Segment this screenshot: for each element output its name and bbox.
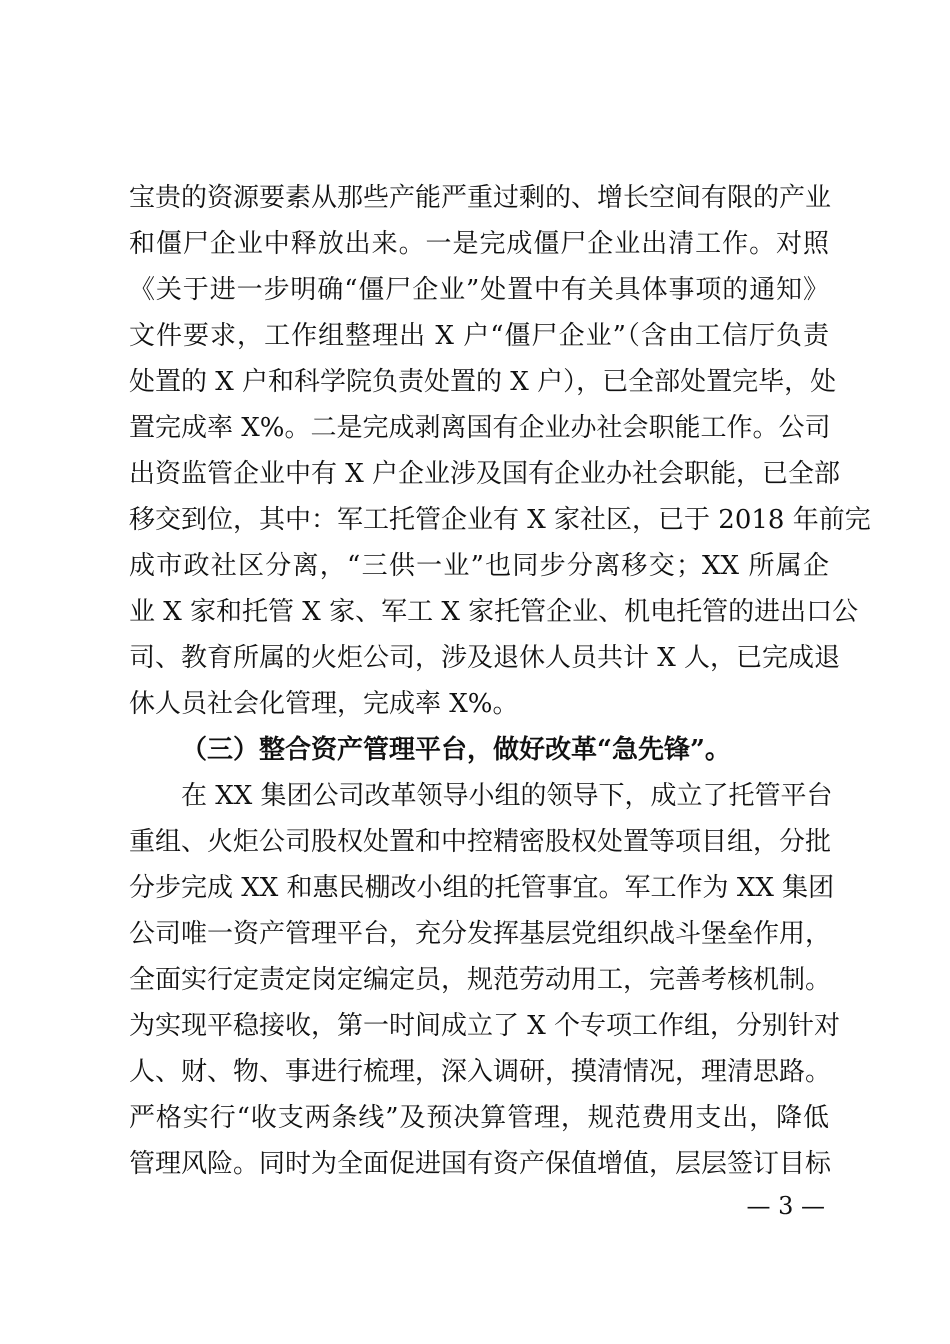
body-text-line-15: 分步完成 XX 和惠民棚改小组的托管事宜。军工作为 XX 集团 [129,873,835,903]
body-text-line-1: 宝贵的资源要素从那些产能严重过剩的、增长空间有限的产业 [129,183,832,213]
body-text-line-6: 置完成率 X%。二是完成剥离国有企业办社会职能工作。公司 [129,413,831,443]
body-text-line-20: 严格实行“收支两条线”及预决算管理，规范费用支出，降低 [129,1103,829,1133]
body-text-line-4: 文件要求，工作组整理出 X 户“僵尸企业”（含由工信厅负责 [129,321,829,351]
body-text-line-19: 人、财、物、事进行梳理，深入调研，摸清情况，理清思路。 [129,1057,832,1087]
body-text-line-3: 《关于进一步明确“僵尸企业”处置中有关具体事项的通知》 [129,275,829,305]
body-text-line-10: 业 X 家和托管 X 家、军工 X 家托管企业、机电托管的进出口公 [129,597,859,627]
body-text-line-5: 处置的 X 户和科学院负责处置的 X 户），已全部处置完毕，处 [129,367,837,397]
body-text-line-8: 移交到位，其中：军工托管企业有 X 家社区，已于 2018 年前完 [129,505,871,535]
body-text-line-2: 和僵尸企业中释放出来。一是完成僵尸企业出清工作。对照 [129,229,829,259]
body-text-line-17: 全面实行定责定岗定编定员，规范劳动用工，完善考核机制。 [129,965,832,995]
body-text-line-14: 重组、火炬公司股权处置和中控精密股权处置等项目组，分批 [129,827,832,857]
body-text-line-16: 公司唯一资产管理平台，充分发挥基层党组织战斗堡垒作用， [129,919,832,949]
section-heading: （三）整合资产管理平台，做好改革“急先锋”。 [181,735,731,765]
body-text-line-12: 休人员社会化管理，完成率 X%。 [129,689,519,719]
body-text-line-11: 司、教育所属的火炬公司，涉及退休人员共计 X 人，已完成退 [129,643,841,673]
body-text-line-13: 在 XX 集团公司改革领导小组的领导下，成立了托管平台 [181,781,833,811]
body-text-line-18: 为实现平稳接收，第一时间成立了 X 个专项工作组，分别针对 [129,1011,841,1041]
body-text-line-7: 出资监管企业中有 X 户企业涉及国有企业办社会职能，已全部 [129,459,841,489]
body-text-line-21: 管理风险。同时为全面促进国有资产保值增值，层层签订目标 [129,1149,832,1179]
page-number: — 3 — [746,1192,825,1220]
body-text-line-9: 成市政社区分离，“三供一业”也同步分离移交；XX 所属企 [129,551,829,581]
